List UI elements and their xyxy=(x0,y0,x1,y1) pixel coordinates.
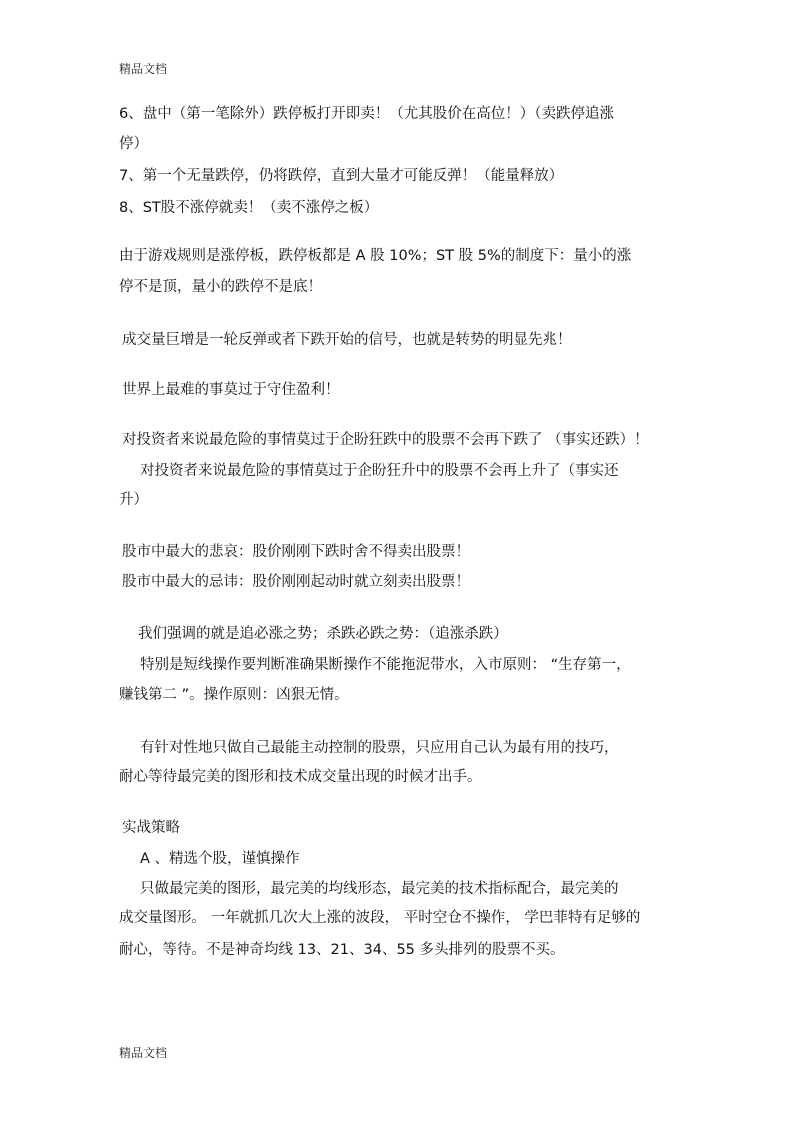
limit-rule-line-1: 由于游戏规则是涨停板，跌停板都是 A 股 10%；ST 股 5%的制度下：量小的涨 xyxy=(119,248,632,264)
limit-rule-line-2: 停不是顶，量小的跌停不是底！ xyxy=(119,279,322,295)
rule-7: 7、第一个无量跌停，仍将跌停，直到大量才可能反弹！（能量释放） xyxy=(119,168,564,184)
danger-rising-line-2: 升） xyxy=(119,492,148,508)
targeted-line-1: 有针对性地只做自己最能主动控制的股票，只应用自己认为最有用的技巧， xyxy=(140,740,619,756)
volume-signal: 成交量巨增是一轮反弹或者下跌开始的信号，也就是转势的明显先兆！ xyxy=(122,332,572,348)
rule-8: 8、ST股不涨停就卖！（卖不涨停之板） xyxy=(119,200,379,216)
targeted-line-2: 耐心等待最完美的图形和技术成交量出现的时候才出手。 xyxy=(119,769,482,785)
danger-rising-line-1: 对投资者来说最危险的事情莫过于企盼狂升中的股票不会再上升了（事实还 xyxy=(140,463,619,479)
strategy-title: 实战策略 xyxy=(122,820,180,836)
strategy-item-a: A 、精选个股，谨慎操作 xyxy=(140,851,300,867)
perfect-line-2: 成交量图形。 一年就抓几次大上涨的波段， 平时空仓不操作， 学巴菲特有足够的 xyxy=(119,910,641,926)
biggest-taboo: 股市中最大的忌讳：股价刚刚起动时就立刻卖出股票！ xyxy=(122,574,470,590)
page-header: 精品文档 xyxy=(119,62,168,76)
danger-falling: 对投资者来说最危险的事情莫过于企盼狂跌中的股票不会再下跌了 （事实还跌）！ xyxy=(122,432,649,448)
rule-6-line-1: 6、盘中（第一笔除外）跌停板打开即卖！（尤其股价在高位！）（卖跌停追涨 xyxy=(119,106,614,122)
short-term-line-2: 赚钱第二 ”。操作原则：凶狠无情。 xyxy=(119,687,349,703)
short-term-line-1: 特别是短线操作要判断准确果断操作不能拖泥带水，入市原则： “生存第一， xyxy=(140,657,631,673)
rule-6-line-2: 停） xyxy=(119,136,148,152)
perfect-line-1: 只做最完美的图形，最完美的均线形态，最完美的技术指标配合，最完美的 xyxy=(140,881,619,897)
page-footer: 精品文档 xyxy=(119,1046,168,1060)
perfect-line-3: 耐心，等待。不是神奇均线 13、21、34、55 多头排列的股票不买。 xyxy=(119,942,565,958)
biggest-sorrow: 股市中最大的悲哀：股价刚刚下跌时舍不得卖出股票！ xyxy=(122,544,470,560)
hardest-thing: 世界上最难的事莫过于守住盈利！ xyxy=(122,382,340,398)
emphasis: 我们强调的就是追必涨之势；杀跌必跌之势：（追涨杀跌） xyxy=(138,626,508,642)
